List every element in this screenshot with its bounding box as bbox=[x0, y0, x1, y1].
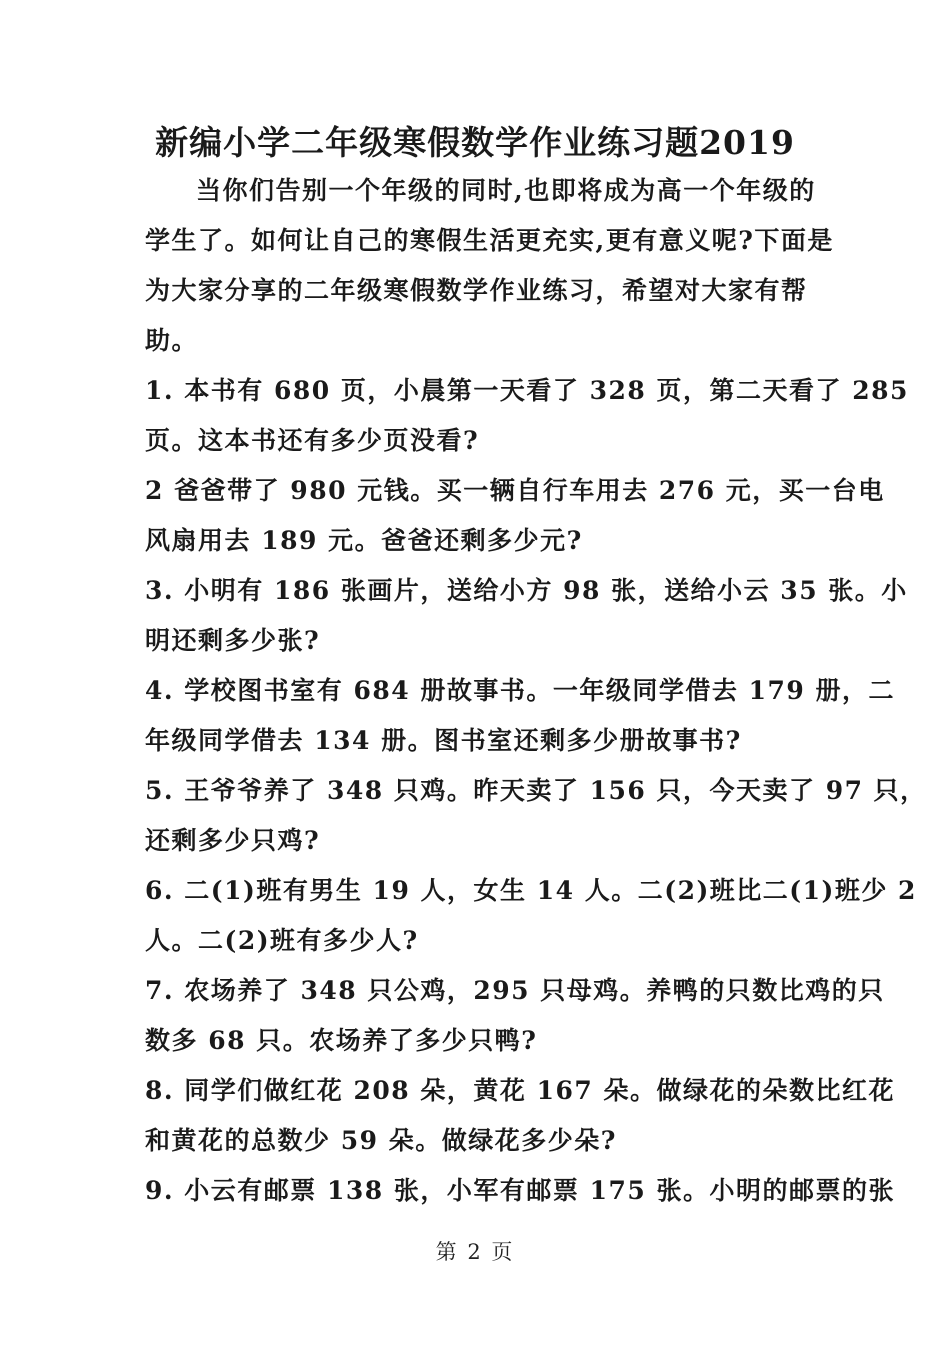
intro-line: 为大家分享的二年级寒假数学作业练习，希望对大家有帮 bbox=[145, 276, 808, 305]
question-line: 5. 王爷爷养了 348 只鸡。昨天卖了 156 只，今天卖了 97 只， bbox=[145, 776, 927, 805]
question-line: 年级同学借去 134 册。图书室还剩多少册故事书? bbox=[145, 726, 742, 755]
question-line: 人。二(2)班有多少人? bbox=[145, 926, 419, 955]
question-line: 9. 小云有邮票 138 张，小军有邮票 175 张。小明的邮票的张 bbox=[145, 1176, 895, 1205]
question-line: 6. 二(1)班有男生 19 人，女生 14 人。二(2)班比二(1)班少 2 bbox=[145, 876, 917, 905]
intro-line: 学生了。如何让自己的寒假生活更充实,更有意义呢?下面是 bbox=[145, 226, 834, 255]
page-number: 第 2 页 bbox=[435, 1240, 515, 1264]
question-line: 8. 同学们做红花 208 朵，黄花 167 朵。做绿花的朵数比红花 bbox=[145, 1076, 895, 1105]
question-line: 数多 68 只。农场养了多少只鸭? bbox=[145, 1026, 538, 1055]
question-line: 7. 农场养了 348 只公鸡，295 只母鸡。养鸭的只数比鸡的只 bbox=[145, 976, 885, 1005]
question-line: 3. 小明有 186 张画片，送给小方 98 张，送给小云 35 张。小 bbox=[145, 576, 908, 605]
intro-line: 助。 bbox=[145, 326, 199, 355]
document-title: 新编小学二年级寒假数学作业练习题2019 bbox=[155, 123, 795, 162]
question-line: 2 爸爸带了 980 元钱。买一辆自行车用去 276 元，买一台电 bbox=[145, 476, 885, 505]
question-line: 风扇用去 189 元。爸爸还剩多少元? bbox=[145, 526, 583, 555]
question-line: 还剩多少只鸡? bbox=[145, 826, 321, 855]
question-line: 1. 本书有 680 页，小晨第一天看了 328 页，第二天看了 285 bbox=[145, 376, 909, 405]
intro-line: 当你们告别一个年级的同时,也即将成为高一个年级的 bbox=[196, 176, 816, 205]
question-line: 明还剩多少张? bbox=[145, 626, 321, 655]
question-line: 和黄花的总数少 59 朵。做绿花多少朵? bbox=[145, 1126, 617, 1155]
question-line: 页。这本书还有多少页没看? bbox=[145, 426, 480, 455]
question-line: 4. 学校图书室有 684 册故事书。一年级同学借去 179 册，二 bbox=[145, 676, 895, 705]
